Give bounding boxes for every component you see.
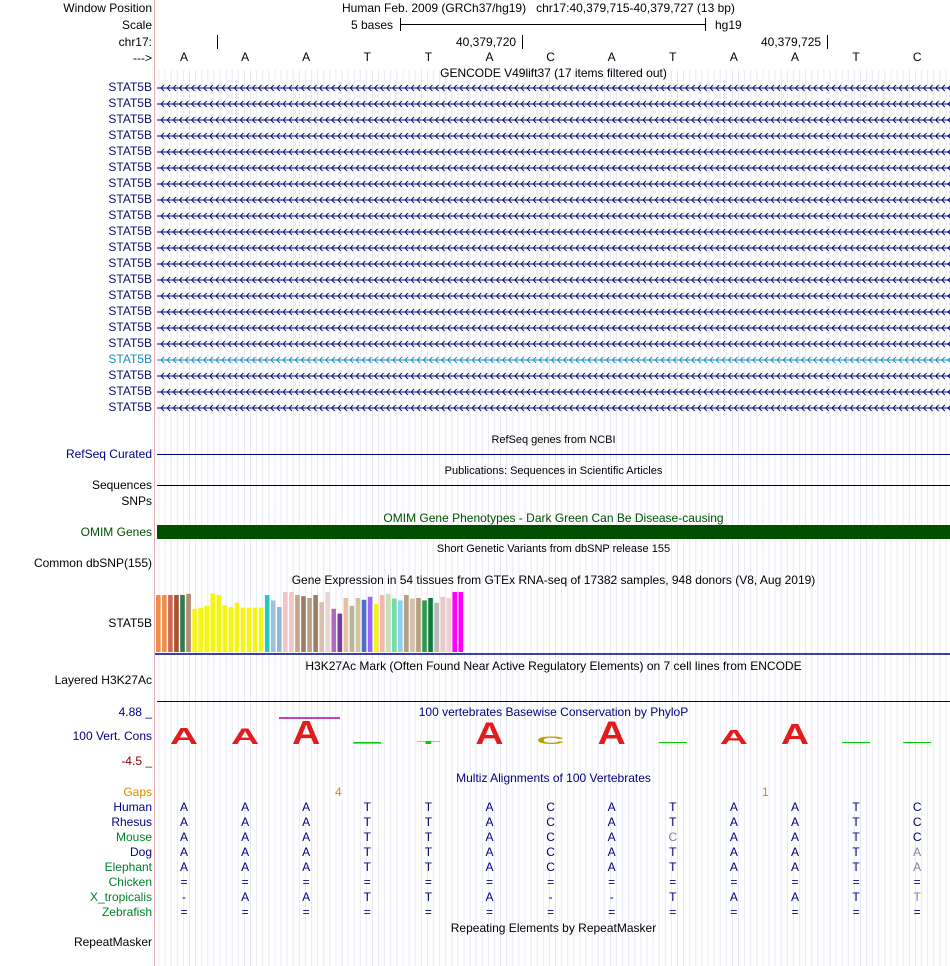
multiz-base: A	[607, 830, 616, 844]
sequence-base: T	[363, 50, 371, 64]
multiz-base: =	[608, 905, 616, 919]
gtex-tissue-bar	[180, 595, 185, 652]
gencode-transcript-label[interactable]: STAT5B	[108, 352, 152, 366]
multiz-base: A	[241, 860, 250, 874]
gencode-transcript-label[interactable]: STAT5B	[108, 80, 152, 94]
gtex-tissue-bar	[289, 592, 294, 652]
multiz-base: -	[182, 890, 186, 904]
multiz-base: T	[363, 845, 371, 859]
sequence-base: A	[729, 50, 738, 64]
multiz-base: A	[241, 890, 250, 904]
refseq-gene-line[interactable]	[157, 454, 950, 455]
gtex-tissue-bar	[422, 600, 427, 652]
window-position-label: Window Position	[63, 1, 152, 15]
multiz-base: =	[669, 875, 677, 889]
gencode-transcript-line[interactable]	[157, 322, 950, 334]
multiz-base: T	[852, 830, 860, 844]
multiz-species-label[interactable]: Dog	[129, 845, 152, 859]
gencode-transcript-line[interactable]	[157, 242, 950, 254]
gencode-transcript-label[interactable]: STAT5B	[108, 112, 152, 126]
multiz-base: A	[607, 815, 616, 829]
gtex-tissue-bar	[338, 614, 343, 652]
multiz-base: A	[241, 830, 250, 844]
multiz-base: T	[669, 815, 677, 829]
gtex-tissue-bar	[380, 595, 385, 652]
gtex-tissue-bar	[434, 603, 439, 652]
window-position-value: Human Feb. 2009 (GRCh37/hg19) chr17:40,379,715-40,379,727 (13 bp)	[342, 1, 735, 15]
multiz-base: A	[729, 815, 738, 829]
multiz-base: A	[179, 845, 188, 859]
gtex-tissue-bar	[410, 599, 415, 652]
gtex-tissue-bar	[259, 608, 264, 652]
gtex-tissue-bar	[156, 595, 161, 652]
multiz-base: =	[547, 905, 555, 919]
position-tick-2	[522, 35, 523, 49]
multiz-base: A	[913, 860, 922, 874]
multiz-base: C	[912, 815, 922, 829]
gtex-tissue-bar	[295, 595, 300, 652]
gtex-tissue-bar	[223, 605, 228, 652]
gtex-tissue-bar	[362, 600, 367, 652]
gencode-transcript-line[interactable]	[157, 82, 950, 94]
omim-gene-bar[interactable]	[157, 525, 950, 539]
sequence-base: A	[179, 50, 188, 64]
gtex-tissue-bar	[235, 603, 240, 652]
multiz-base: T	[424, 815, 433, 829]
gencode-transcript-line[interactable]	[157, 210, 950, 222]
scale-bar-right-tick	[705, 18, 706, 31]
multiz-base: T	[852, 860, 860, 874]
scale-bar	[400, 24, 706, 25]
multiz-base: C	[912, 830, 922, 844]
gencode-transcript-line[interactable]	[157, 130, 950, 142]
gtex-tissue-bar	[192, 609, 197, 652]
multiz-base: T	[852, 845, 860, 859]
gencode-transcript-line[interactable]	[157, 354, 950, 366]
gtex-tissue-bar	[325, 592, 330, 652]
gencode-transcript-line[interactable]	[157, 338, 950, 350]
h3k27ac-baseline	[157, 701, 950, 702]
gencode-transcript-label[interactable]: STAT5B	[108, 368, 152, 382]
multiz-base: A	[913, 845, 922, 859]
gencode-transcript-line[interactable]	[157, 98, 950, 110]
snps-label[interactable]: SNPs	[121, 494, 152, 508]
multiz-base: A	[241, 815, 250, 829]
gencode-transcript-label[interactable]: STAT5B	[108, 160, 152, 174]
gencode-transcript-label[interactable]: STAT5B	[108, 192, 152, 206]
gencode-transcript-line[interactable]	[157, 386, 950, 398]
position-label-1: 40,379,720	[456, 35, 517, 49]
gencode-transcript-label[interactable]: STAT5B	[108, 320, 152, 334]
gtex-tissue-bar	[265, 595, 270, 652]
multiz-base: =	[424, 905, 432, 919]
conservation-logo[interactable]	[157, 716, 950, 762]
gtex-tissue-bar	[217, 595, 222, 652]
multiz-base: =	[241, 875, 249, 889]
gencode-transcript-label[interactable]: STAT5B	[108, 336, 152, 350]
multiz-species-label[interactable]: Zebrafish	[101, 905, 152, 919]
multiz-base: =	[424, 875, 432, 889]
sequence-base: T	[852, 50, 860, 64]
multiz-base: A	[302, 800, 311, 814]
sequence-base: C	[912, 50, 922, 64]
multiz-base: =	[547, 875, 555, 889]
multiz-base: A	[790, 860, 799, 874]
multiz-base: T	[424, 830, 433, 844]
conservation-letter: A	[169, 723, 199, 750]
multiz-base: =	[241, 905, 249, 919]
multiz-base: T	[363, 800, 371, 814]
gencode-transcript-label[interactable]: STAT5B	[108, 256, 152, 270]
multiz-base: A	[729, 845, 738, 859]
gencode-transcript-label[interactable]: STAT5B	[108, 176, 152, 190]
gtex-tissue-bar	[440, 597, 445, 652]
cons-min-label: -4.5 _	[121, 754, 152, 768]
gtex-tissue-bar	[186, 594, 191, 652]
position-tick-1	[217, 35, 218, 49]
multiz-base: A	[485, 800, 494, 814]
multiz-base: A	[485, 860, 494, 874]
multiz-base: A	[790, 845, 799, 859]
gtex-tissue-bar	[428, 598, 433, 652]
multiz-base: T	[424, 800, 433, 814]
multiz-base: A	[790, 830, 799, 844]
multiz-base: A	[485, 815, 494, 829]
gtex-tissue-bar	[283, 592, 288, 652]
multiz-base: T	[424, 860, 433, 874]
multiz-species-label[interactable]: Rhesus	[111, 815, 152, 829]
gtex-tissue-bar	[301, 596, 306, 652]
multiz-base: A	[179, 815, 188, 829]
gencode-transcript-line[interactable]	[157, 290, 950, 302]
gencode-transcript-line[interactable]	[157, 402, 950, 414]
gencode-title: GENCODE V49lift37 (17 items filtered out)	[440, 66, 667, 80]
gtex-tissue-bar	[229, 607, 234, 652]
multiz-base: A	[302, 845, 311, 859]
multiz-base: A	[729, 860, 738, 874]
repeatmasker-title: Repeating Elements by RepeatMasker	[450, 921, 657, 935]
multiz-base: =	[302, 905, 310, 919]
gtex-tissue-bar	[459, 592, 464, 652]
gencode-transcript-line[interactable]	[157, 306, 950, 318]
gtex-tissue-bar	[204, 606, 209, 652]
gtex-tissue-bar	[247, 608, 252, 652]
multiz-base: =	[730, 905, 738, 919]
multiz-species-label[interactable]: Mouse	[115, 830, 152, 844]
position-tick-3	[827, 35, 828, 49]
multiz-base: A	[485, 830, 494, 844]
sequence-base: C	[546, 50, 555, 64]
multiz-base: T	[852, 815, 860, 829]
multiz-base: A	[179, 800, 188, 814]
conservation-letter: T	[416, 739, 441, 745]
gencode-transcript-label[interactable]: STAT5B	[108, 384, 152, 398]
multiz-base: A	[790, 815, 799, 829]
gtex-tissue-bar	[210, 593, 215, 652]
multiz-base: C	[668, 830, 678, 844]
multiz-base: T	[363, 890, 371, 904]
multiz-base: =	[363, 875, 371, 889]
multiz-base: A	[607, 800, 616, 814]
gencode-transcript-label[interactable]: STAT5B	[108, 144, 152, 158]
conservation-mark	[842, 742, 870, 743]
multiz-title: Multiz Alignments of 100 Vertebrates	[456, 771, 651, 785]
conservation-mark	[903, 742, 931, 743]
multiz-base: =	[852, 905, 860, 919]
gtex-tissue-bar	[452, 592, 457, 652]
gtex-tissue-bar	[277, 607, 282, 652]
publications-title: Publications: Sequences in Scientific Articles	[444, 465, 663, 477]
gtex-tissue-bar	[168, 595, 173, 652]
multiz-base: T	[669, 890, 677, 904]
omim-title: OMIM Gene Phenotypes - Dark Green Can Be Disease-causing	[383, 511, 724, 525]
multiz-base: T	[363, 815, 371, 829]
multiz-base: T	[424, 845, 433, 859]
omim-label[interactable]: OMIM Genes	[80, 525, 152, 539]
conservation-letter: A	[231, 723, 260, 749]
multiz-base: T	[669, 845, 677, 859]
gtex-tissue-bar	[253, 608, 258, 652]
gencode-transcript-line[interactable]	[157, 178, 950, 190]
conservation-letter: A	[780, 718, 810, 751]
multiz-base: =	[669, 905, 677, 919]
gtex-tissue-bar	[344, 598, 349, 652]
gencode-transcript-line[interactable]	[157, 226, 950, 238]
multiz-base: =	[913, 875, 921, 889]
scale-label: Scale	[121, 18, 152, 32]
gtex-label[interactable]: STAT5B	[108, 616, 152, 630]
multiz-base: =	[730, 875, 738, 889]
gencode-transcript-label[interactable]: STAT5B	[108, 272, 152, 286]
refseq-title: RefSeq genes from NCBI	[491, 434, 616, 446]
gencode-transcript-line[interactable]	[157, 114, 950, 126]
gencode-transcript-label[interactable]: STAT5B	[108, 288, 152, 302]
gap-mark-2: 1	[762, 785, 769, 799]
multiz-base: A	[302, 815, 311, 829]
gtex-title: Gene Expression in 54 tissues from GTEx RNA-seq of 17382 samples, 948 donors (V8, Aug 2019)	[291, 573, 816, 587]
gtex-tissue-bar	[392, 599, 397, 652]
multiz-base: -	[548, 890, 553, 904]
multiz-base: A	[302, 890, 311, 904]
gencode-transcript-label[interactable]: STAT5B	[108, 128, 152, 142]
gencode-transcript-line[interactable]	[157, 162, 950, 174]
publications-line[interactable]	[157, 485, 950, 486]
gtex-tissue-bar	[356, 598, 361, 652]
multiz-base: C	[546, 800, 555, 814]
multiz-base: C	[546, 845, 555, 859]
multiz-base: A	[607, 860, 616, 874]
multiz-base: -	[609, 890, 614, 904]
multiz-base: T	[363, 830, 371, 844]
label-divider	[154, 0, 155, 966]
multiz-species-label[interactable]: Chicken	[108, 875, 152, 889]
gtex-tissue-bar	[386, 594, 391, 652]
gtex-tissue-bar	[350, 606, 355, 652]
multiz-base: T	[852, 890, 860, 904]
multiz-base: =	[363, 905, 371, 919]
multiz-base: A	[241, 800, 250, 814]
multiz-base: =	[791, 875, 799, 889]
strand-label: --->	[133, 51, 152, 65]
multiz-species-label[interactable]: Human	[113, 800, 152, 814]
repeatmasker-label[interactable]: RepeatMasker	[73, 935, 152, 949]
multiz-base: C	[546, 830, 555, 844]
publications-label[interactable]: Sequences	[91, 478, 152, 492]
multiz-base: A	[179, 830, 188, 844]
multiz-base: =	[852, 875, 860, 889]
gtex-tissue-bar	[368, 597, 373, 652]
sequence-base: A	[302, 50, 311, 64]
gencode-transcript-line[interactable]	[157, 258, 950, 270]
gtex-tissue-bar	[307, 598, 312, 652]
refseq-label[interactable]: RefSeq Curated	[65, 447, 152, 461]
dbsnp-title: Short Genetic Variants from dbSNP release 155	[436, 543, 671, 555]
gtex-tissue-bar	[374, 604, 379, 652]
conservation-letter: A	[292, 716, 321, 752]
gencode-transcript-line[interactable]	[157, 194, 950, 206]
multiz-base: A	[302, 860, 311, 874]
multiz-base: A	[179, 860, 188, 874]
multiz-base: A	[485, 890, 494, 904]
gtex-bar-chart[interactable]	[155, 588, 950, 658]
conservation-title: 100 vertebrates Basewise Conservation by PhyloP	[418, 705, 689, 719]
multiz-base: T	[669, 800, 677, 814]
gencode-transcript-label[interactable]: STAT5B	[108, 224, 152, 238]
scale-bases: 5 bases	[351, 18, 394, 32]
multiz-species-label[interactable]: X_tropicalis	[89, 890, 152, 904]
sequence-base: A	[790, 50, 799, 64]
conservation-mark	[353, 742, 381, 744]
sequence-base: A	[607, 50, 616, 64]
sequence-base: A	[241, 50, 250, 64]
gencode-transcript-label[interactable]: STAT5B	[108, 240, 152, 254]
h3k27ac-title: H3K27Ac Mark (Often Found Near Active Regulatory Elements) on 7 cell lines from ENCODE	[305, 659, 802, 673]
chrom-label: chr17:	[118, 35, 152, 49]
gtex-tissue-bar	[241, 608, 246, 652]
conservation-letter: A	[597, 716, 626, 752]
multiz-base: =	[913, 905, 921, 919]
scale-bar-left-tick	[400, 18, 401, 31]
gencode-transcript-label[interactable]: STAT5B	[108, 96, 152, 110]
sequence-base: A	[485, 50, 494, 64]
conservation-letter: A	[475, 716, 504, 752]
conservation-letter: C	[536, 734, 565, 747]
multiz-base: A	[729, 830, 738, 844]
multiz-base: C	[546, 860, 555, 874]
multiz-base: A	[485, 845, 494, 859]
gencode-transcript-line[interactable]	[157, 274, 950, 286]
conservation-label[interactable]: 100 Vert. Cons	[72, 729, 152, 743]
multiz-base: A	[607, 845, 616, 859]
multiz-base: =	[608, 875, 616, 889]
gtex-tissue-bar	[446, 598, 451, 652]
gtex-tissue-bar	[416, 598, 421, 652]
multiz-base: C	[546, 815, 555, 829]
position-label-2: 40,379,725	[761, 35, 822, 49]
h3k27ac-label[interactable]: Layered H3K27Ac	[54, 673, 152, 687]
multiz-base: =	[791, 905, 799, 919]
multiz-base: A	[729, 800, 738, 814]
gtex-tissue-bar	[174, 595, 179, 652]
multiz-base: T	[669, 860, 677, 874]
multiz-base: =	[180, 875, 188, 889]
multiz-base: T	[852, 800, 860, 814]
multiz-base: A	[790, 800, 799, 814]
multiz-base: =	[485, 875, 493, 889]
multiz-species-label[interactable]: Elephant	[104, 860, 152, 874]
gencode-transcript-label[interactable]: STAT5B	[108, 208, 152, 222]
multiz-base: A	[302, 830, 311, 844]
sequence-base: T	[669, 50, 677, 64]
multiz-base: T	[424, 890, 433, 904]
gencode-transcript-line[interactable]	[157, 146, 950, 158]
dbsnp-label[interactable]: Common dbSNP(155)	[33, 556, 152, 570]
multiz-base: A	[729, 890, 738, 904]
multiz-base: =	[485, 905, 493, 919]
gtex-tissue-bar	[319, 602, 324, 652]
gaps-label[interactable]: Gaps	[123, 785, 152, 799]
gencode-transcript-label[interactable]: STAT5B	[108, 400, 152, 414]
conservation-letter: A	[719, 725, 748, 749]
multiz-base: T	[363, 860, 371, 874]
gtex-tissue-bar	[313, 595, 318, 652]
gap-mark-1: 4	[335, 785, 342, 799]
gencode-transcript-line[interactable]	[157, 370, 950, 382]
gtex-tissue-bar	[404, 595, 409, 652]
multiz-base: A	[790, 890, 799, 904]
gtex-tissue-bar	[162, 595, 167, 652]
sequence-base: T	[424, 50, 433, 64]
gtex-tissue-bar	[198, 608, 203, 652]
conservation-mark	[659, 742, 687, 743]
assembly-label: hg19	[715, 18, 742, 32]
gtex-tissue-bar	[271, 600, 276, 652]
gencode-transcript-label[interactable]: STAT5B	[108, 304, 152, 318]
cons-max-label: 4.88 _	[118, 705, 152, 719]
multiz-base: C	[912, 800, 922, 814]
multiz-base: =	[302, 875, 310, 889]
multiz-base: A	[241, 845, 250, 859]
gtex-tissue-bar	[331, 609, 336, 652]
gtex-tissue-bar	[398, 600, 403, 652]
multiz-base: T	[913, 890, 921, 904]
multiz-base: =	[180, 905, 188, 919]
